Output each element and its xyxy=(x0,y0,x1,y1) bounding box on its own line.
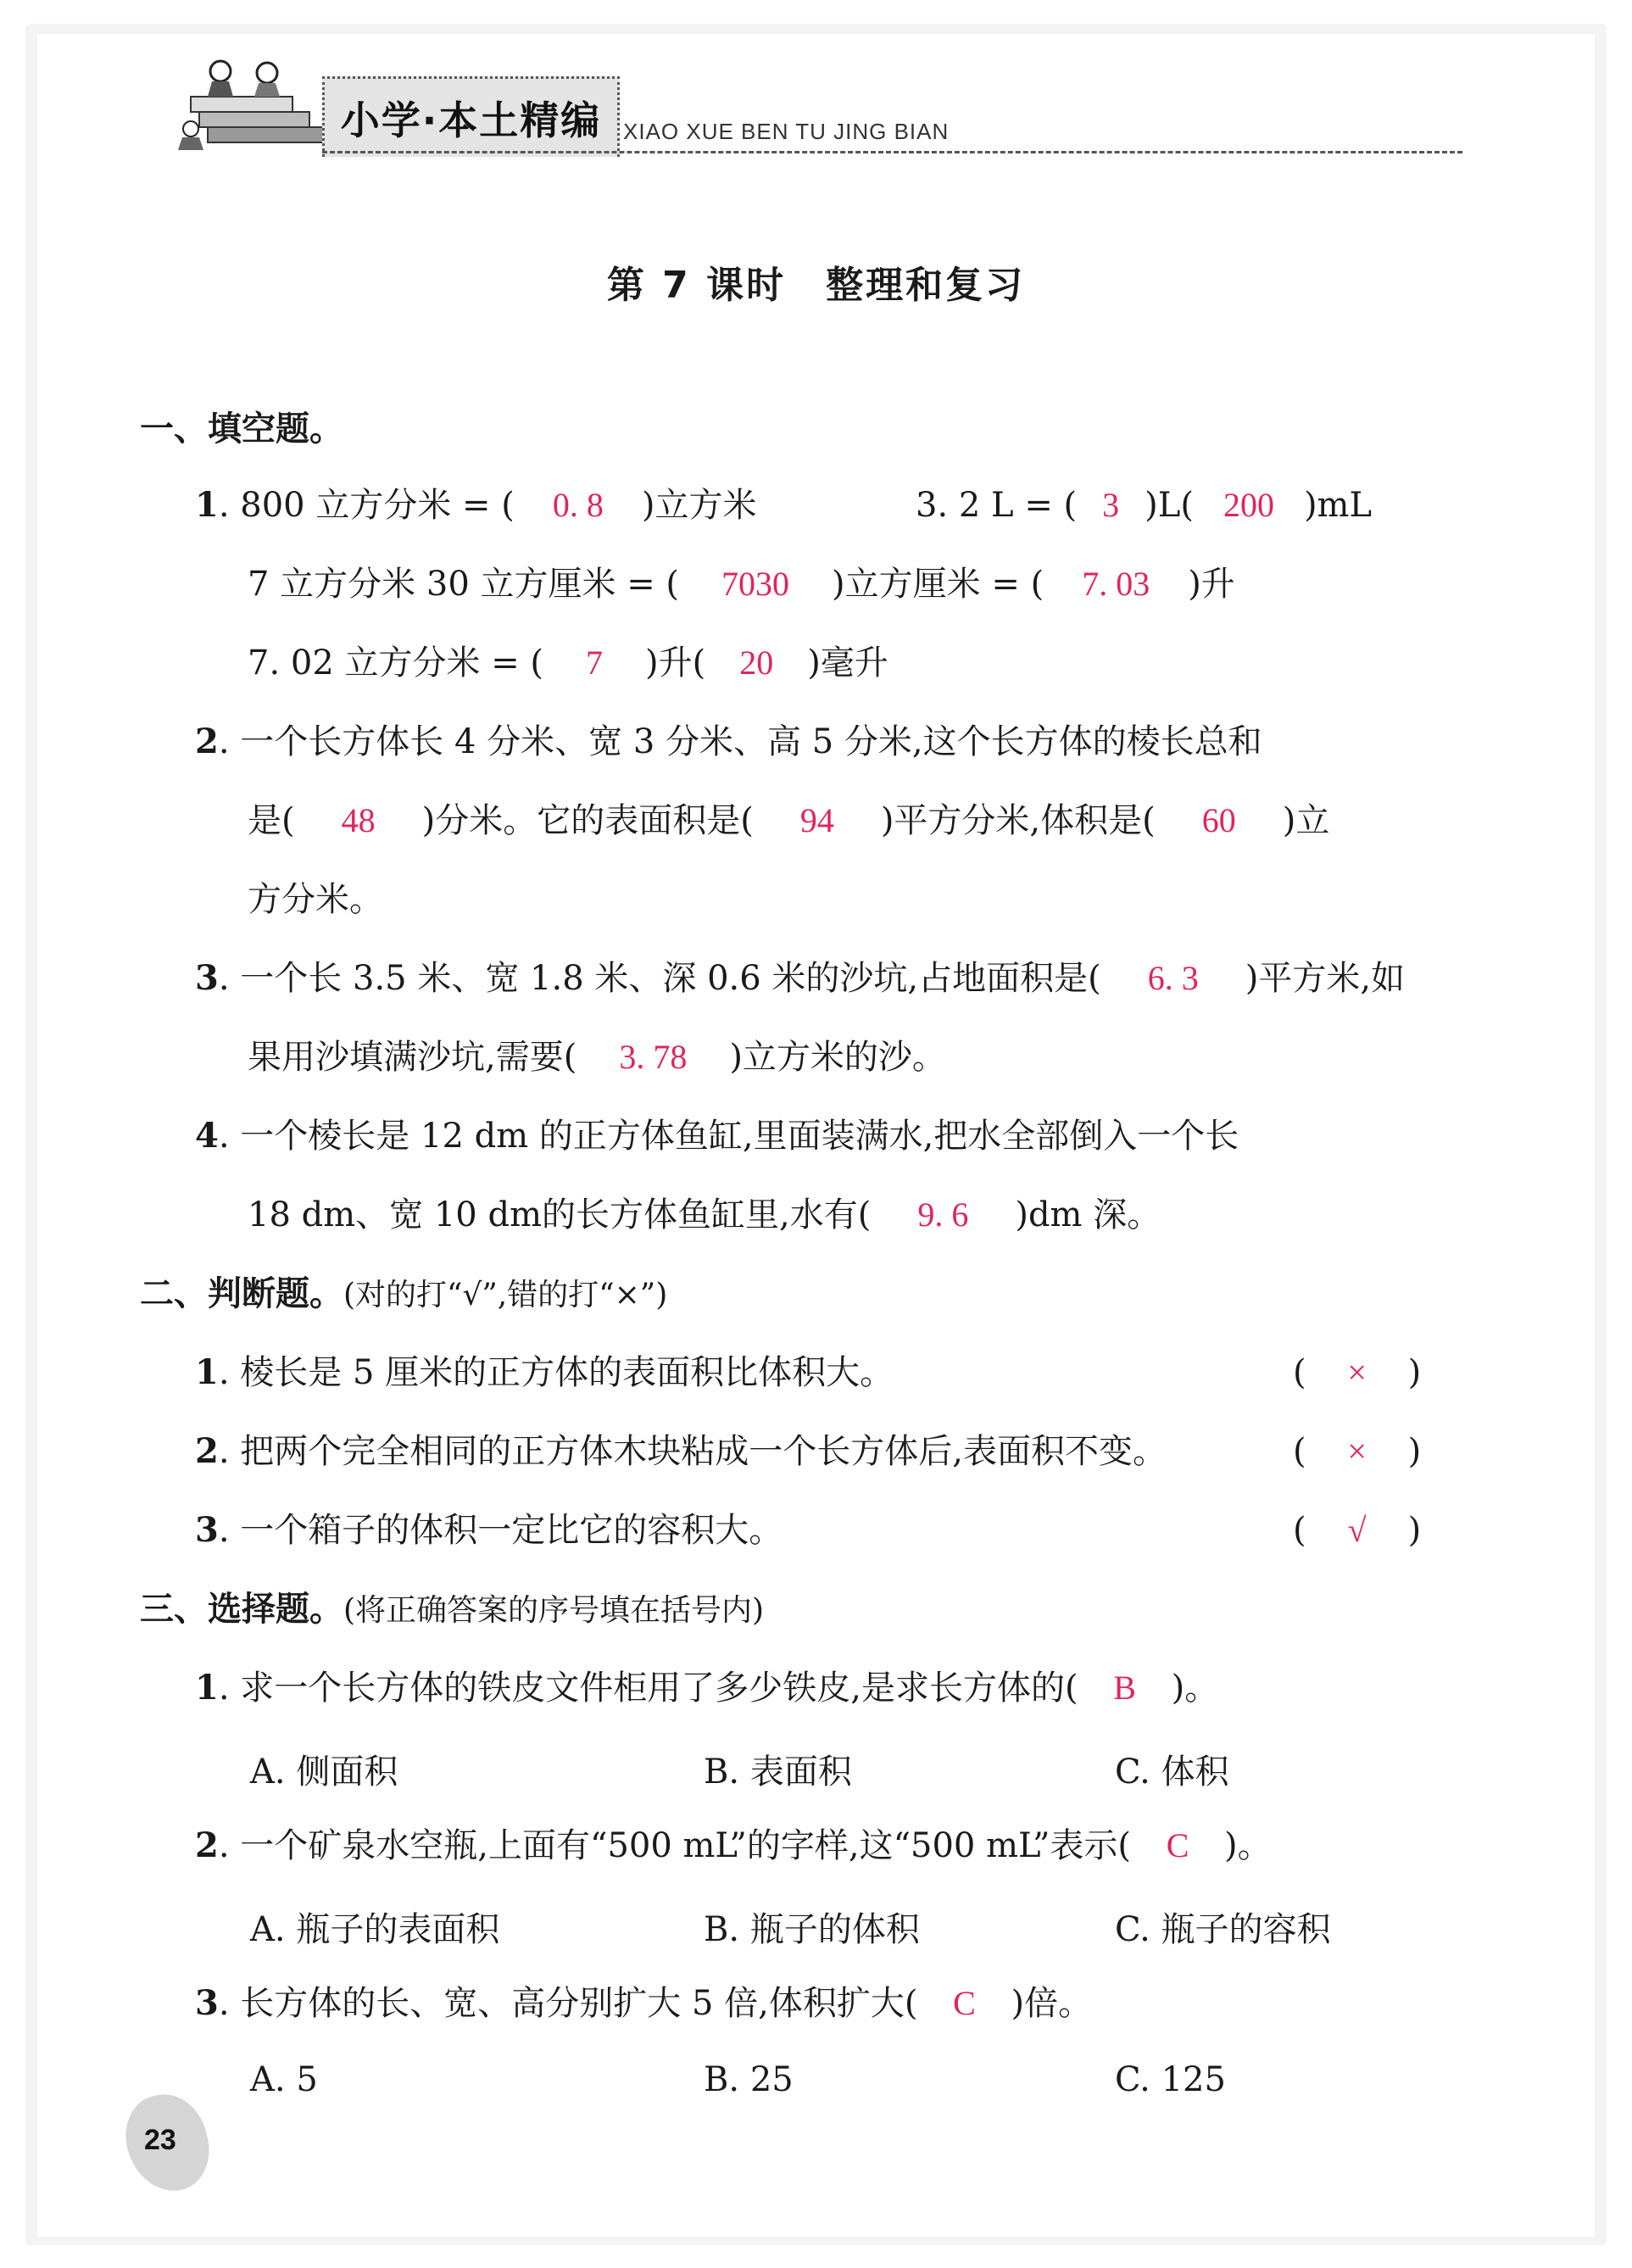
choice-q2-option-a: A. 瓶子的表面积 xyxy=(250,1910,500,1949)
choice-q2-option-c: C. 瓶子的容积 xyxy=(1115,1910,1331,1949)
section-3-instruction: (将正确答案的序号填在括号内) xyxy=(343,1593,765,1628)
choice-q1-option-b: B. 表面积 xyxy=(704,1753,852,1792)
judge-item-2: 2. 把两个完全相同的正方体木块粘成一个长方体后,表面积不变。 xyxy=(195,1431,1167,1471)
fill-q4-line1: 4. 一个棱长是 12 dm 的正方体鱼缸,里面装满水,把水全部倒入一个长 xyxy=(195,1116,1239,1156)
judge-item-3: 3. 一个箱子的体积一定比它的容积大。 xyxy=(195,1510,783,1550)
fill-q1-line1: 1. 800 立方分米 = ( 0. 8 )立方米 xyxy=(195,483,757,527)
answer: 60 xyxy=(1201,801,1236,839)
judge-item-1: 1. 棱长是 5 厘米的正方体的表面积比体积大。 xyxy=(195,1352,894,1392)
answer: 20 xyxy=(739,644,774,682)
answer: 94 xyxy=(799,801,834,839)
answer: √ xyxy=(1347,1511,1367,1549)
answer: 6. 3 xyxy=(1147,959,1199,997)
lesson-title: 第 7 课时 整理和复习 xyxy=(606,264,1026,307)
choice-q1-option-a: A. 侧面积 xyxy=(250,1753,398,1792)
answer: 0. 8 xyxy=(552,486,604,524)
answer: C xyxy=(1166,1826,1189,1864)
page-number: 23 xyxy=(144,2124,176,2156)
choice-q3: 3. 长方体的长、宽、高分别扩大 5 倍,体积扩大( C )倍。 xyxy=(195,1981,1092,2026)
fill-q3-line1: 3. 一个长 3.5 米、宽 1.8 米、深 0.6 米的沙坑,占地面积是( 6. 3 )平方米,如 xyxy=(195,956,1405,1000)
choice-q2: 2. 一个矿泉水空瓶,上面有“500 mL”的字样,这“500 mL”表示( C )。 xyxy=(195,1824,1272,1868)
judge-answer-3: ( √ ) xyxy=(1293,1508,1421,1552)
choice-q3-option-b: B. 25 xyxy=(704,2060,794,2099)
answer: C xyxy=(953,1984,976,2022)
answer: × xyxy=(1347,1432,1367,1470)
kids-on-books-logo-icon xyxy=(174,53,343,154)
answer: 48 xyxy=(341,801,376,839)
answer: 7. 03 xyxy=(1082,565,1150,603)
answer: 200 xyxy=(1223,486,1274,524)
section-1-heading: 一、填空题。 xyxy=(140,410,343,449)
series-title-box xyxy=(322,76,620,157)
question-number: 3 xyxy=(195,958,219,998)
choice-q1: 1. 求一个长方体的铁皮文件柜用了多少铁皮,是求长方体的( B )。 xyxy=(195,1666,1218,1710)
fill-q4-line2: 18 dm、宽 10 dm的长方体鱼缸里,水有( 9. 6 )dm 深。 xyxy=(248,1193,1161,1237)
section-2-instruction: (对的打“√”,错的打“×”) xyxy=(343,1278,668,1312)
section-3-heading: 三、选择题。(将正确答案的序号填在括号内) xyxy=(140,1590,765,1629)
question-number: 2 xyxy=(195,722,219,761)
section-2-heading: 二、判断题。(对的打“√”,错的打“×”) xyxy=(140,1274,668,1313)
header-divider xyxy=(322,151,1462,153)
answer: 9. 6 xyxy=(917,1195,969,1234)
choice-q3-option-c: C. 125 xyxy=(1115,2060,1226,2099)
judge-answer-2: ( × ) xyxy=(1293,1429,1421,1474)
fill-q1-line3: 7. 02 立方分米 = ( 7 )升( 20 )毫升 xyxy=(248,641,888,685)
fill-q1-line1b: 3. 2 L = ( 3 )L( 200 )mL xyxy=(916,483,1372,527)
answer: 3 xyxy=(1102,486,1120,524)
fill-q2-line2: 是( 48 )分米。它的表面积是( 94 )平方分米,体积是( 60 )立 xyxy=(248,799,1329,843)
choice-q3-option-a: A. 5 xyxy=(250,2060,318,2099)
fill-q2-line3: 方分米。 xyxy=(248,880,383,919)
answer: B xyxy=(1113,1669,1136,1707)
series-title: 小学·本土精编 xyxy=(340,98,602,143)
question-number: 1 xyxy=(195,485,219,525)
judge-answer-1: ( × ) xyxy=(1293,1351,1421,1395)
question-number: 4 xyxy=(195,1116,219,1156)
fill-q1-line2: 7 立方分米 30 立方厘米 = ( 7030 )立方厘米 = ( 7. 03 )升 xyxy=(248,562,1235,606)
choice-q2-option-b: B. 瓶子的体积 xyxy=(704,1910,920,1949)
answer: 7030 xyxy=(721,565,790,603)
series-title-pinyin: XIAO XUE BEN TU JING BIAN xyxy=(623,119,950,144)
answer: 3. 78 xyxy=(619,1038,688,1076)
fill-q2-line1: 2. 一个长方体长 4 分米、宽 3 分米、高 5 分米,这个长方体的棱长总和 xyxy=(195,722,1262,761)
fill-q3-line2: 果用沙填满沙坑,需要( 3. 78 )立方米的沙。 xyxy=(248,1035,946,1079)
answer: 7 xyxy=(586,644,604,682)
choice-q1-option-c: C. 体积 xyxy=(1115,1753,1229,1792)
answer: × xyxy=(1347,1353,1367,1391)
